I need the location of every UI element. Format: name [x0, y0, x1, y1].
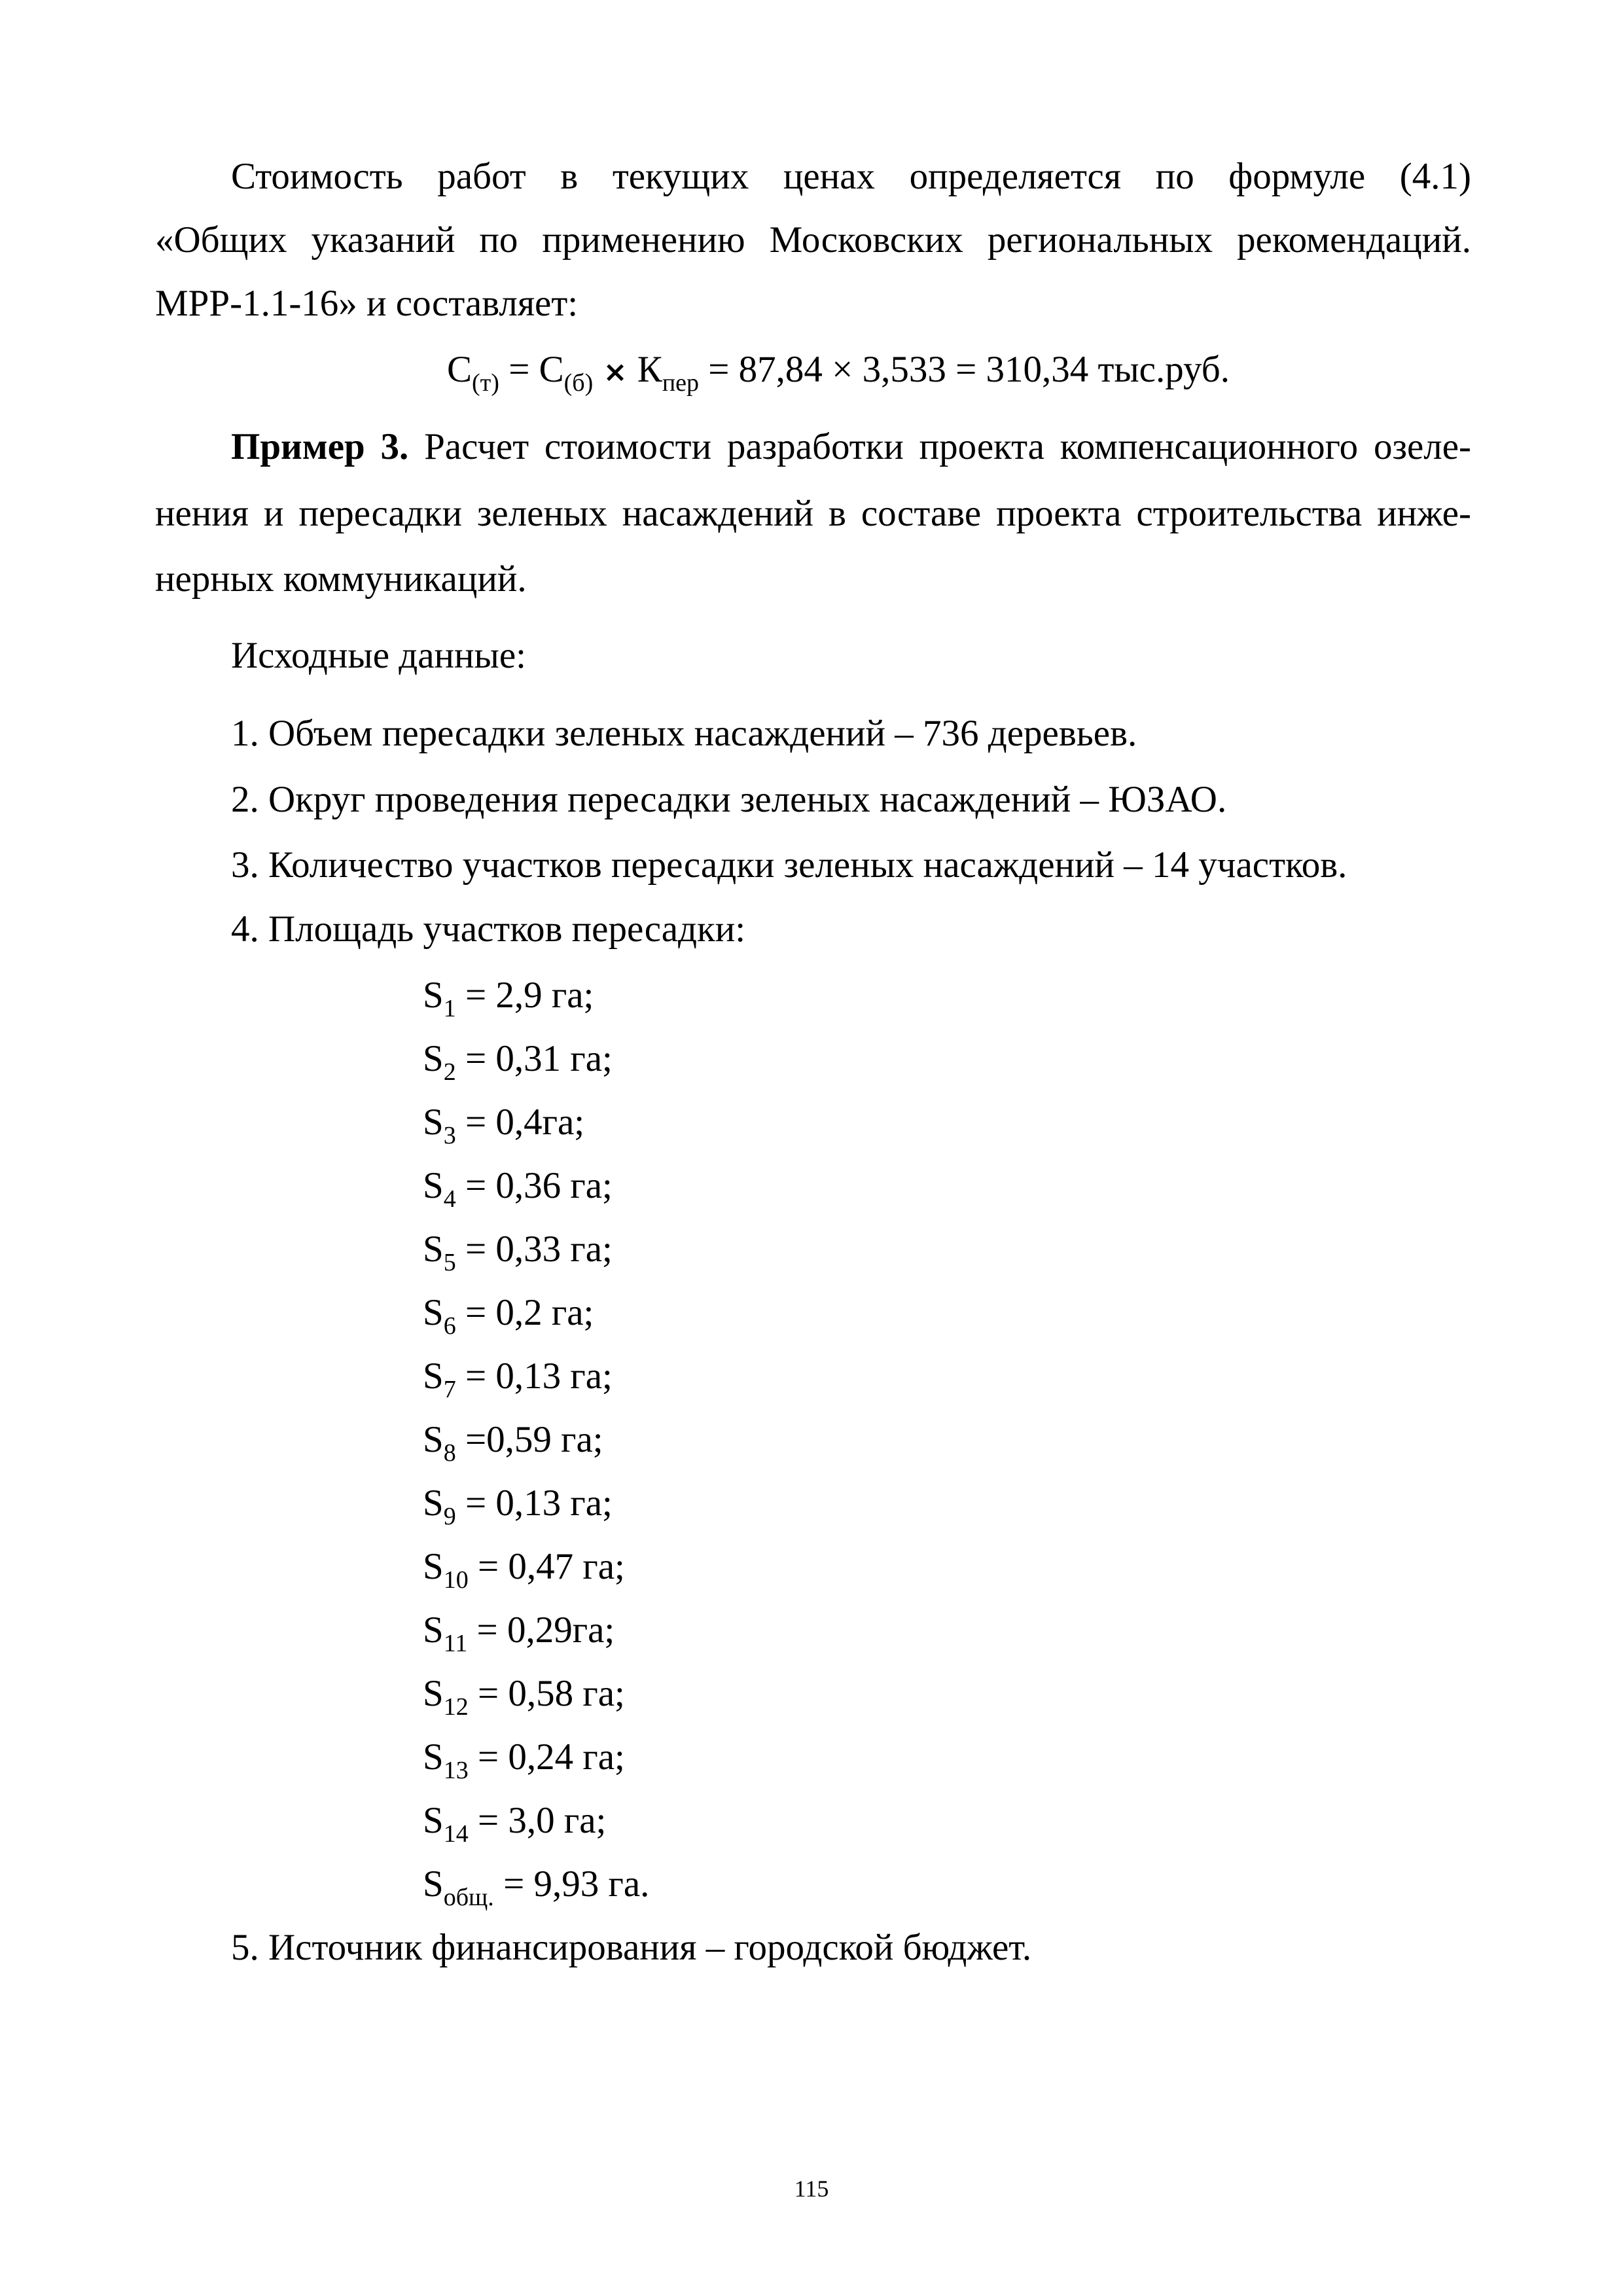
example-line3: нерных коммуникаций. — [155, 558, 527, 600]
area-item: $S_8 =0,59$ га; — [423, 1419, 603, 1467]
list-item-3: 3. Количество участков пересадки зеленых насаждений – 14 участков. — [231, 844, 1347, 886]
page-number: 115 — [794, 2176, 829, 2202]
area-item: $S_1 = 2,9$ га; — [423, 975, 594, 1022]
para1-line3: МРР-1.1-16» и составляет: — [155, 283, 579, 324]
list-item-1: 1. Объем пересадки зеленых насаждений – 736 деревьев. — [231, 713, 1137, 754]
example-line1: Пример 3. Расчет стоимости разработки проекта компенсационного озеле- — [231, 426, 1471, 467]
area-item: $S_9 = 0,13$ га; — [423, 1482, 613, 1530]
area-item: $S_{14} = 3,0$ га; — [423, 1800, 607, 1848]
para1-line2: «Общих указаний по применению Московских региональных рекомендаций. — [155, 219, 1471, 260]
list-item-2: 2. Округ проведения пересадки зеленых насаждений – ЮЗАО. — [231, 779, 1227, 820]
area-item: $S_{11} = 0,29га$; — [423, 1609, 615, 1657]
area-item: $S_{10} = 0,47$ га; — [423, 1546, 625, 1594]
area-item: $S_3 = 0,4га$; — [423, 1102, 585, 1149]
area-item: $S_4 = 0,36$ га; — [423, 1165, 613, 1213]
area-total: $S_{общ.} = 9,93$ га. — [423, 1863, 650, 1911]
area-item: $S_{12} = 0,58$ га; — [423, 1673, 625, 1721]
source-heading: Исходные данные: — [231, 635, 526, 676]
area-item: $S_7 = 0,13$ га; — [423, 1355, 613, 1403]
cost-formula: $С_{(т)} = С_{(б)} \times К_{пер} = 87,84 \times 3,533 = 310,34$ тыс.руб. — [447, 349, 1230, 397]
list-item-4: 4. Площадь участков пересадки: — [231, 908, 746, 950]
area-item: $S_2 = 0,31$ га; — [423, 1038, 613, 1086]
para1-line1: Стоимость работ в текущих ценах определяется по формуле (4.1) — [231, 156, 1471, 197]
area-item: $S_{13} = 0,24$ га; — [423, 1736, 625, 1784]
example-line2: нения и пересадки зеленых насаждений в составе проекта строительства инже- — [155, 493, 1471, 534]
area-item: $S_5 = 0,33$ га; — [423, 1229, 613, 1276]
list-item-5: 5. Источник финансирования – городской бюджет. — [231, 1927, 1032, 1968]
example-label: Пример 3. — [231, 426, 409, 467]
area-item: $S_6 = 0,2$ га; — [423, 1292, 594, 1340]
